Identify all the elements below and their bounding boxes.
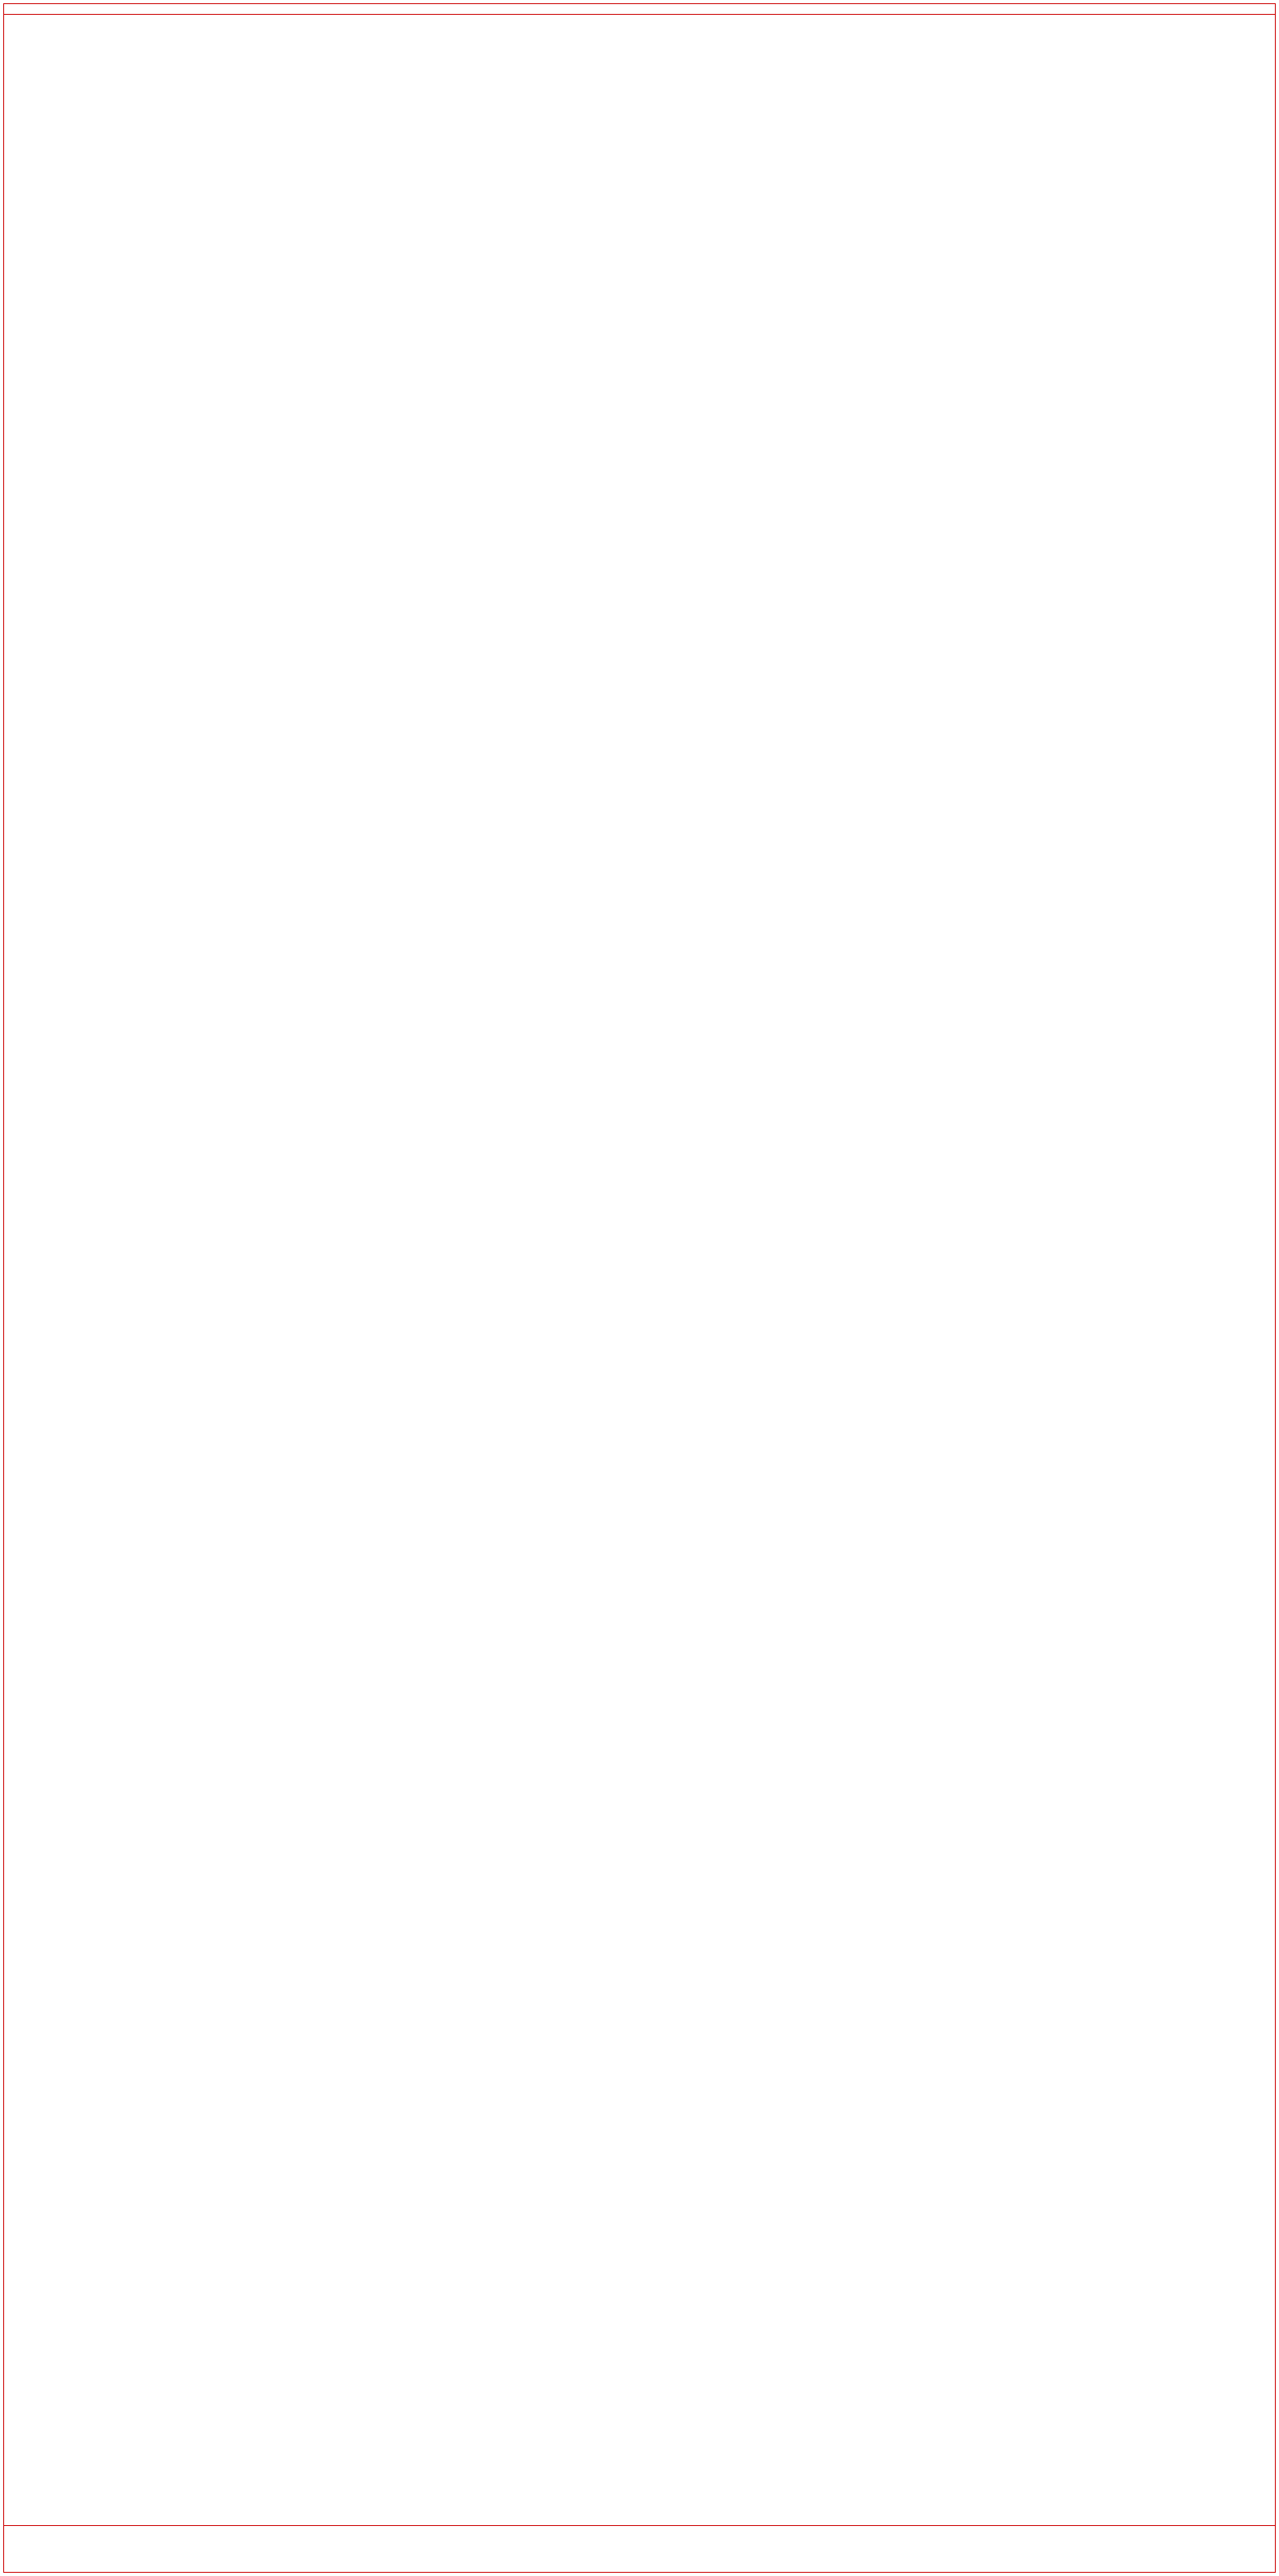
formula-sheet xyxy=(3,3,1276,2573)
header-row xyxy=(4,4,1275,15)
footer xyxy=(4,2525,1275,2572)
